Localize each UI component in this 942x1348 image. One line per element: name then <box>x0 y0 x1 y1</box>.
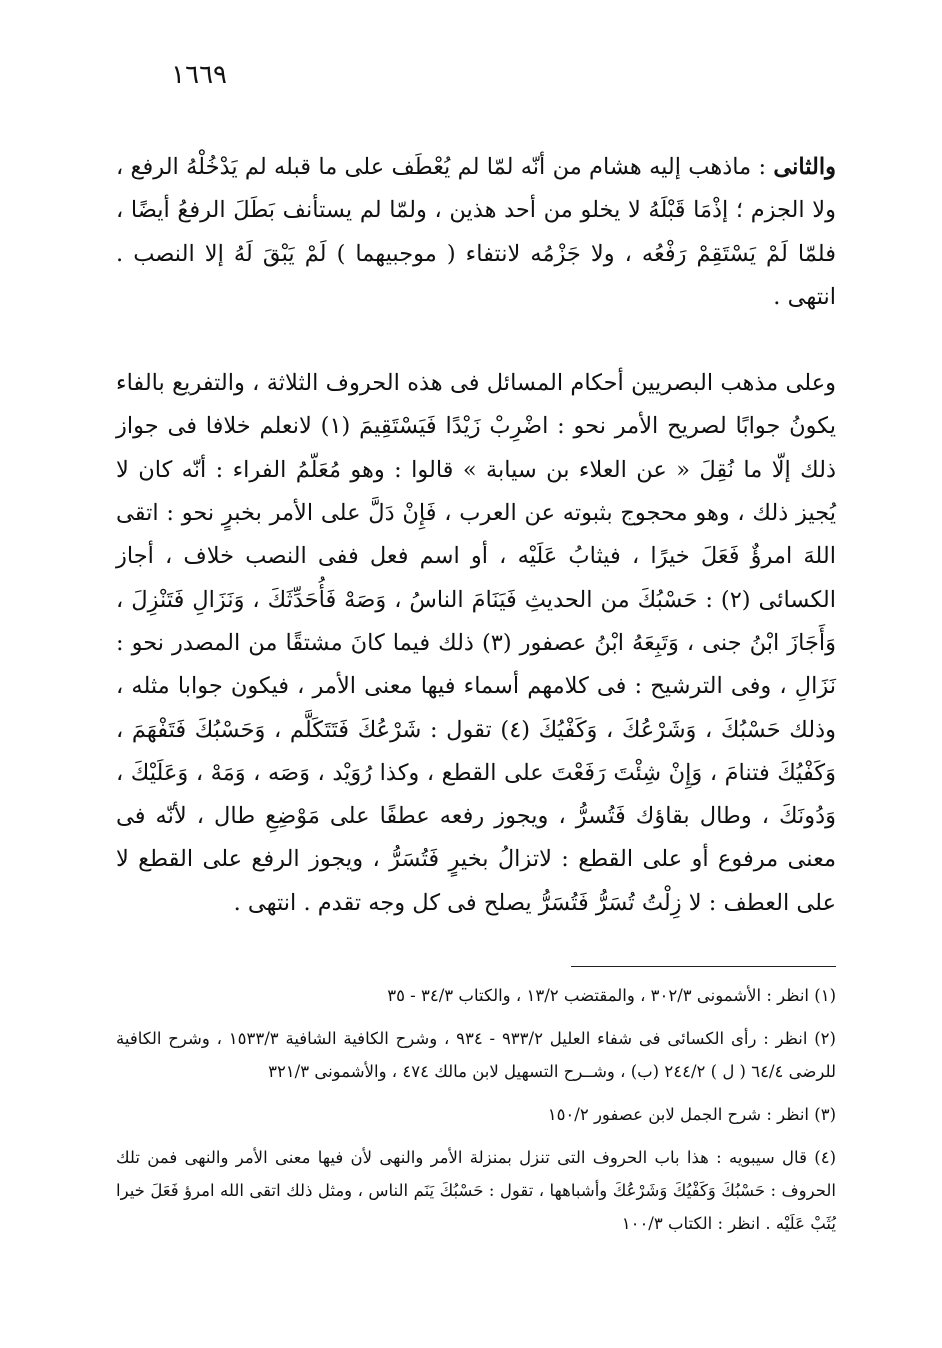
paragraph-1-text: : ماذهب إليه هشام من أنّه لمّا لم يُعْطَف على ما قبله لم يَدْخُلْهُ الرفع ، ولا الجزم ؛ إذْمَا قَبْلَهُ لا يخلو من أحد هذين ، ولمّا لم يستأنف بَطَلَ الرفعُ أيضًا ، فلمّا لَمْ يَسْتَقِمْ رَفْعُه ، ولا جَزْمُه لانتفاء ( موجبيهما ) لَمْ يَبْقَ لَهُ إلا النصب . انتهى . <box>116 154 836 310</box>
footnotes-block <box>116 979 836 1250</box>
footnote-separator <box>571 966 836 967</box>
paragraph-1 <box>116 146 836 319</box>
page-number: ١٦٦٩ <box>171 60 227 90</box>
main-text-block <box>116 146 836 925</box>
paragraph-1-lead-word: والثانى <box>773 154 836 180</box>
footnote-4: (٤) قال سيبويه : هذا باب الحروف التى تنزل بمنزلة الأمر والنهى لأن فيها معنى الأمر والنهى فمن تلك الحروف : حَسْبُكَ وَكَفْيُكَ وَشَرْعُكَ وأشباهها ، تقول : حَسْبُكَ يَنَم الناس ، ومثل ذلك اتقى الله امرؤ فَعَلَ خيرا يُثَبْ عَلَيْه . انظر : الكتاب ١٠٠/٣ <box>116 1148 836 1233</box>
paragraph-2: وعلى مذهب البصريين أحكام المسائل فى هذه الحروف الثلاثة ، والتفريع بالفاء يكونُ جوابًا لصريح الأمر نحو : اضْرِبْ زَيْدًا فَيَسْتَقِيمَ (١) لانعلم خلافا فى جواز ذلك إلّا ما نُقِلَ « عن العلاء بن سيابة » قالوا : وهو مُعَلّمُ الفراء : أنّه كان لا يُجيز ذلك ، وهو محجوج بثبوته عن العرب ، فَإِنْ دَلَّ على الأمر بخبرٍ نحو : اتقى اللهَ امرؤٌ فَعَلَ خيرًا ، فيثابُ عَلَيْه ، أو اسم فعل ففى النصب خلاف ، أجاز الكسائى (٢) : حَسْبُكَ من الحديثِ فَيَنَامَ الناسُ ، وَصَهْ فَأُحَدِّثَكَ ، وَنَزَالِ فَتَنْزِلَ ، وَأَجَازَ ابْنُ جنى ، وَتَبِعَهُ ابْنُ عصفور (٣) ذلك فيما كانَ مشتقًا من المصدر نحو : نَزَالِ ، وفى الترشيح : فى كلامهم أسماء فيها معنى الأمر ، فيكون جوابا مثله ، وذلك حَسْبُكَ ، وَشَرْعُكَ ، وَكَفْيُكَ (٤) تقول : شَرْعُكَ فَتَتَكَلَّم ، وَحَسْبُكَ فَتَفْهَمَ ، وَكَفْيُكَ فتنامَ ، وَإِنْ شِئْتَ رَفَعْتَ على القطع ، وكذا رُوَيْد ، وَصَه ، وَمَهْ ، وَعَلَيْكَ ، وَدُونَكَ ، وطال بقاؤك فَتُسرُّ ، ويجوز رفعه عطفًا على مَوْضِعِ طال ، لأنّه فى معنى مرفوع أو على القطع : لاتزالُ بخيرٍ فَتُسَرُّ ، ويجوز الرفع على القطع لا على العطف : لا زِلْتُ تُسَرُّ فَتُسَرُّ يصلح فى كل وجه تقدم . انتهى . <box>116 370 837 916</box>
footnote-3: (٣) انظر : شرح الجمل لابن عصفور ١٥٠/٢ <box>547 1105 836 1124</box>
footnote-1: (١) انظر : الأشمونى ٣٠٢/٣ ، والمقتضب ١٣/٢ ، والكتاب ٣٤/٣ - ٣٥ <box>387 986 836 1005</box>
footnote-2: (٢) انظر : رأى الكسائى فى شفاء العليل ٩٣٣/٢ - ٩٣٤ ، وشرح الكافية الشافية ١٥٣٣/٣ ، وشرح الكافية للرضى ٦٤/٤ ( ل ) ٢٤٤/٢ (ب) ، وشــرح التسهيل لابن مالك ٤٧٤ ، والأشمونى ٣٢١/٣ <box>116 1029 836 1081</box>
